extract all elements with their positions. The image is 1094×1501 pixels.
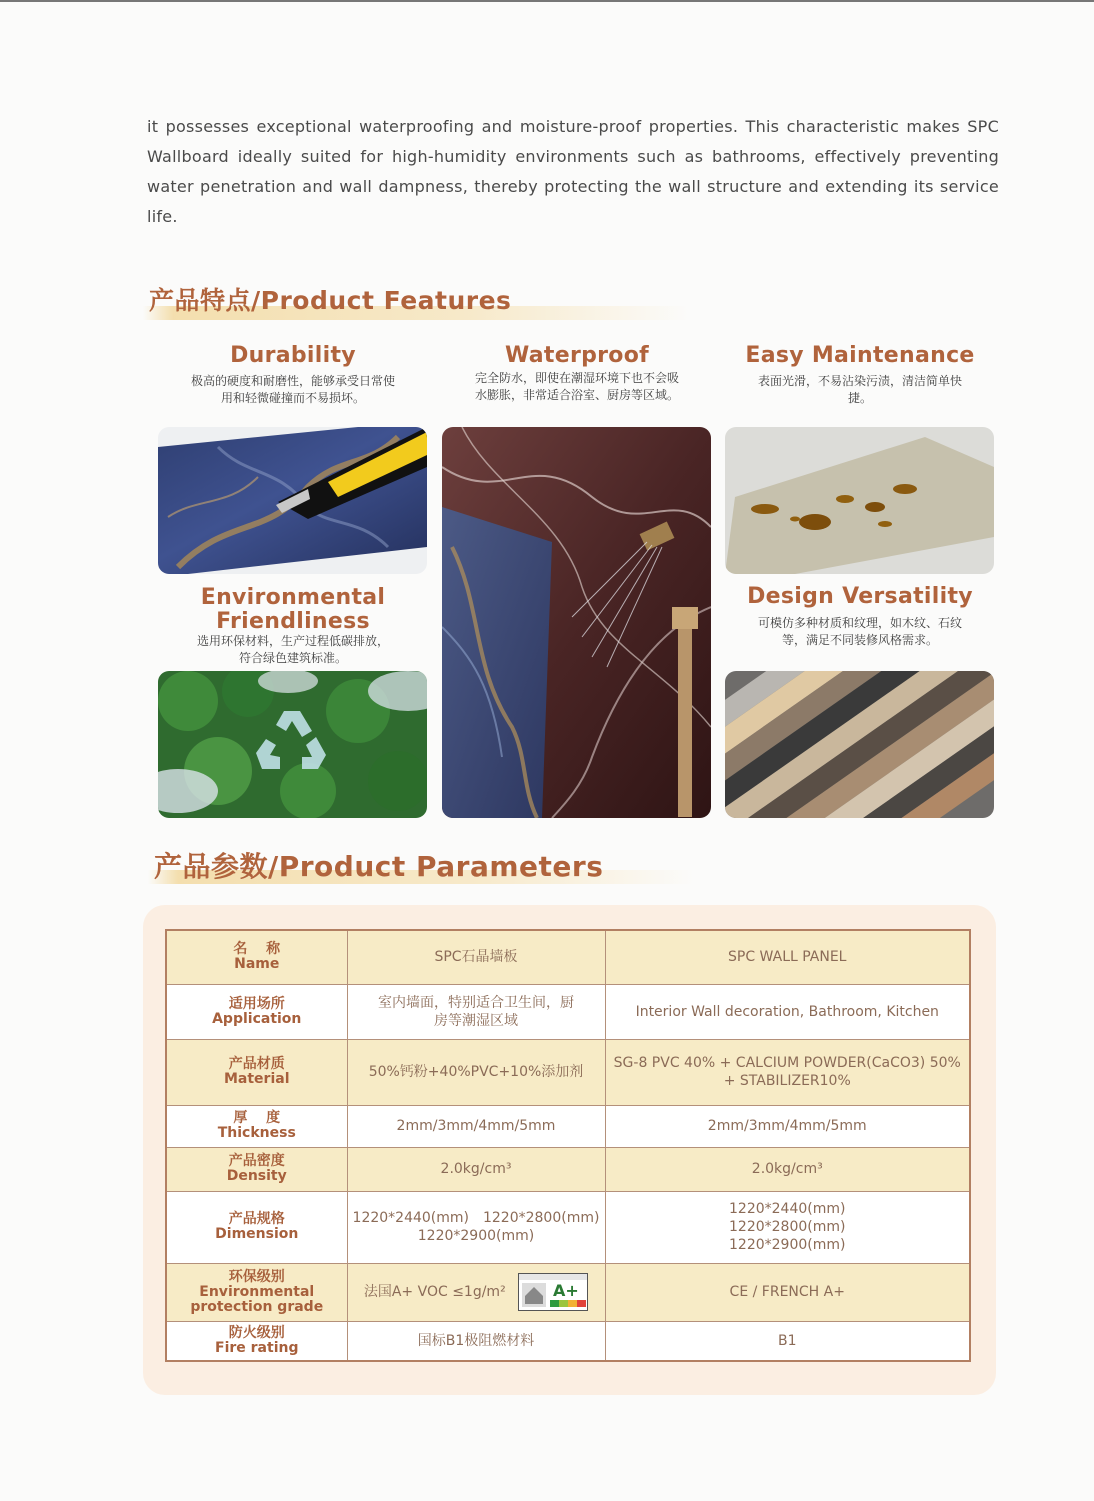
value-cn [347, 1263, 605, 1321]
durability-photo [158, 427, 427, 574]
waterproof-photo [442, 427, 711, 818]
table-row [166, 1263, 970, 1321]
value-cn: SPC石晶墙板 [347, 930, 605, 984]
row-label: 环保级别 Environmental protection grade [166, 1263, 347, 1321]
feature-environmental-desc: 选用环保材料，生产过程低碳排放，符合绿色建筑标准。 [196, 634, 389, 665]
design-versatility-photo [725, 671, 994, 818]
value-en: Interior Wall decoration, Bathroom, Kitchen [605, 984, 970, 1039]
table-row [166, 1039, 970, 1105]
value-cn: 国标B1极阻燃材料 [347, 1321, 605, 1361]
feature-waterproof-desc: 完全防水，即使在潮湿环境下也不会吸水膨胀，非常适合浴室、厨房等区域。 [474, 371, 679, 402]
env-grade-text: 法国A+ VOC ≤1g/m² [363, 1284, 506, 1300]
parameters-table [165, 929, 971, 1362]
easy-maintenance-photo [725, 427, 994, 574]
feature-environmental-title: Environmental Friendliness [200, 585, 386, 634]
row-label: 名 称 Name [166, 930, 347, 984]
value-cn: 2mm/3mm/4mm/5mm [347, 1105, 605, 1147]
feature-design-versatility-desc: 可模仿多种材质和纹理，如木纹、石纹等，满足不同装修风格需求。 [757, 616, 962, 647]
value-cn: 1220*2440(mm) 1220*2800(mm) 1220*2900(mm) [347, 1191, 605, 1263]
value-cn: 2.0kg/cm³ [347, 1147, 605, 1191]
row-label: 防火级别 Fire rating [166, 1321, 347, 1361]
features-section-title: 产品特点/Product Features [143, 284, 689, 322]
value-en: 2mm/3mm/4mm/5mm [605, 1105, 970, 1147]
table-row [166, 984, 970, 1039]
table-row [166, 1191, 970, 1263]
table-row [166, 930, 970, 984]
table-row [166, 1321, 970, 1361]
table-row [166, 1147, 970, 1191]
value-en: CE / FRENCH A+ [605, 1263, 970, 1321]
row-label: 适用场所 Application [166, 984, 347, 1039]
a-plus-label-icon [518, 1273, 588, 1311]
row-label: 产品材质 Material [166, 1039, 347, 1105]
value-en: SG-8 PVC 40% + CALCIUM POWDER(CaCO3) 50% + STABILIZER10% [605, 1039, 970, 1105]
value-en: SPC WALL PANEL [605, 930, 970, 984]
intro-paragraph: it possesses exceptional waterproofing and moisture-proof properties. This characteristic makes SPC Wallboard ideally suited for high-humidity environments such as bathrooms, effectively preventing water penetration and wall dampness, thereby protecting the wall structure and extending its service life. [147, 117, 999, 226]
feature-durability-title: Durability [230, 343, 356, 368]
row-label: 厚 度 Thickness [166, 1105, 347, 1147]
feature-easy-maintenance-title: Easy Maintenance [745, 343, 975, 368]
badge-grade: A+ [553, 1281, 579, 1300]
value-en: 2.0kg/cm³ [605, 1147, 970, 1191]
environmental-photo [158, 671, 427, 818]
top-rule [0, 0, 1094, 2]
row-label: 产品规格 Dimension [166, 1191, 347, 1263]
feature-easy-maintenance-desc: 表面光滑，不易沾染污渍，清洁简单快捷。 [757, 374, 962, 405]
feature-durability-desc: 极高的硬度和耐磨性，能够承受日常使用和轻微碰撞而不易损坏。 [190, 374, 395, 405]
feature-waterproof-title: Waterproof [504, 343, 649, 368]
row-label: 产品密度 Density [166, 1147, 347, 1191]
value-en: B1 [605, 1321, 970, 1361]
parameters-section-title: 产品参数/Product Parameters [148, 848, 694, 886]
value-en: 1220*2440(mm) 1220*2800(mm) 1220*2900(mm) [605, 1191, 970, 1263]
table-row [166, 1105, 970, 1147]
value-cn: 50%钙粉+40%PVC+10%添加剂 [347, 1039, 605, 1105]
feature-design-versatility-title: Design Versatility [747, 584, 973, 609]
value-cn: 室内墙面，特别适合卫生间，厨房等潮湿区域 [347, 984, 605, 1039]
